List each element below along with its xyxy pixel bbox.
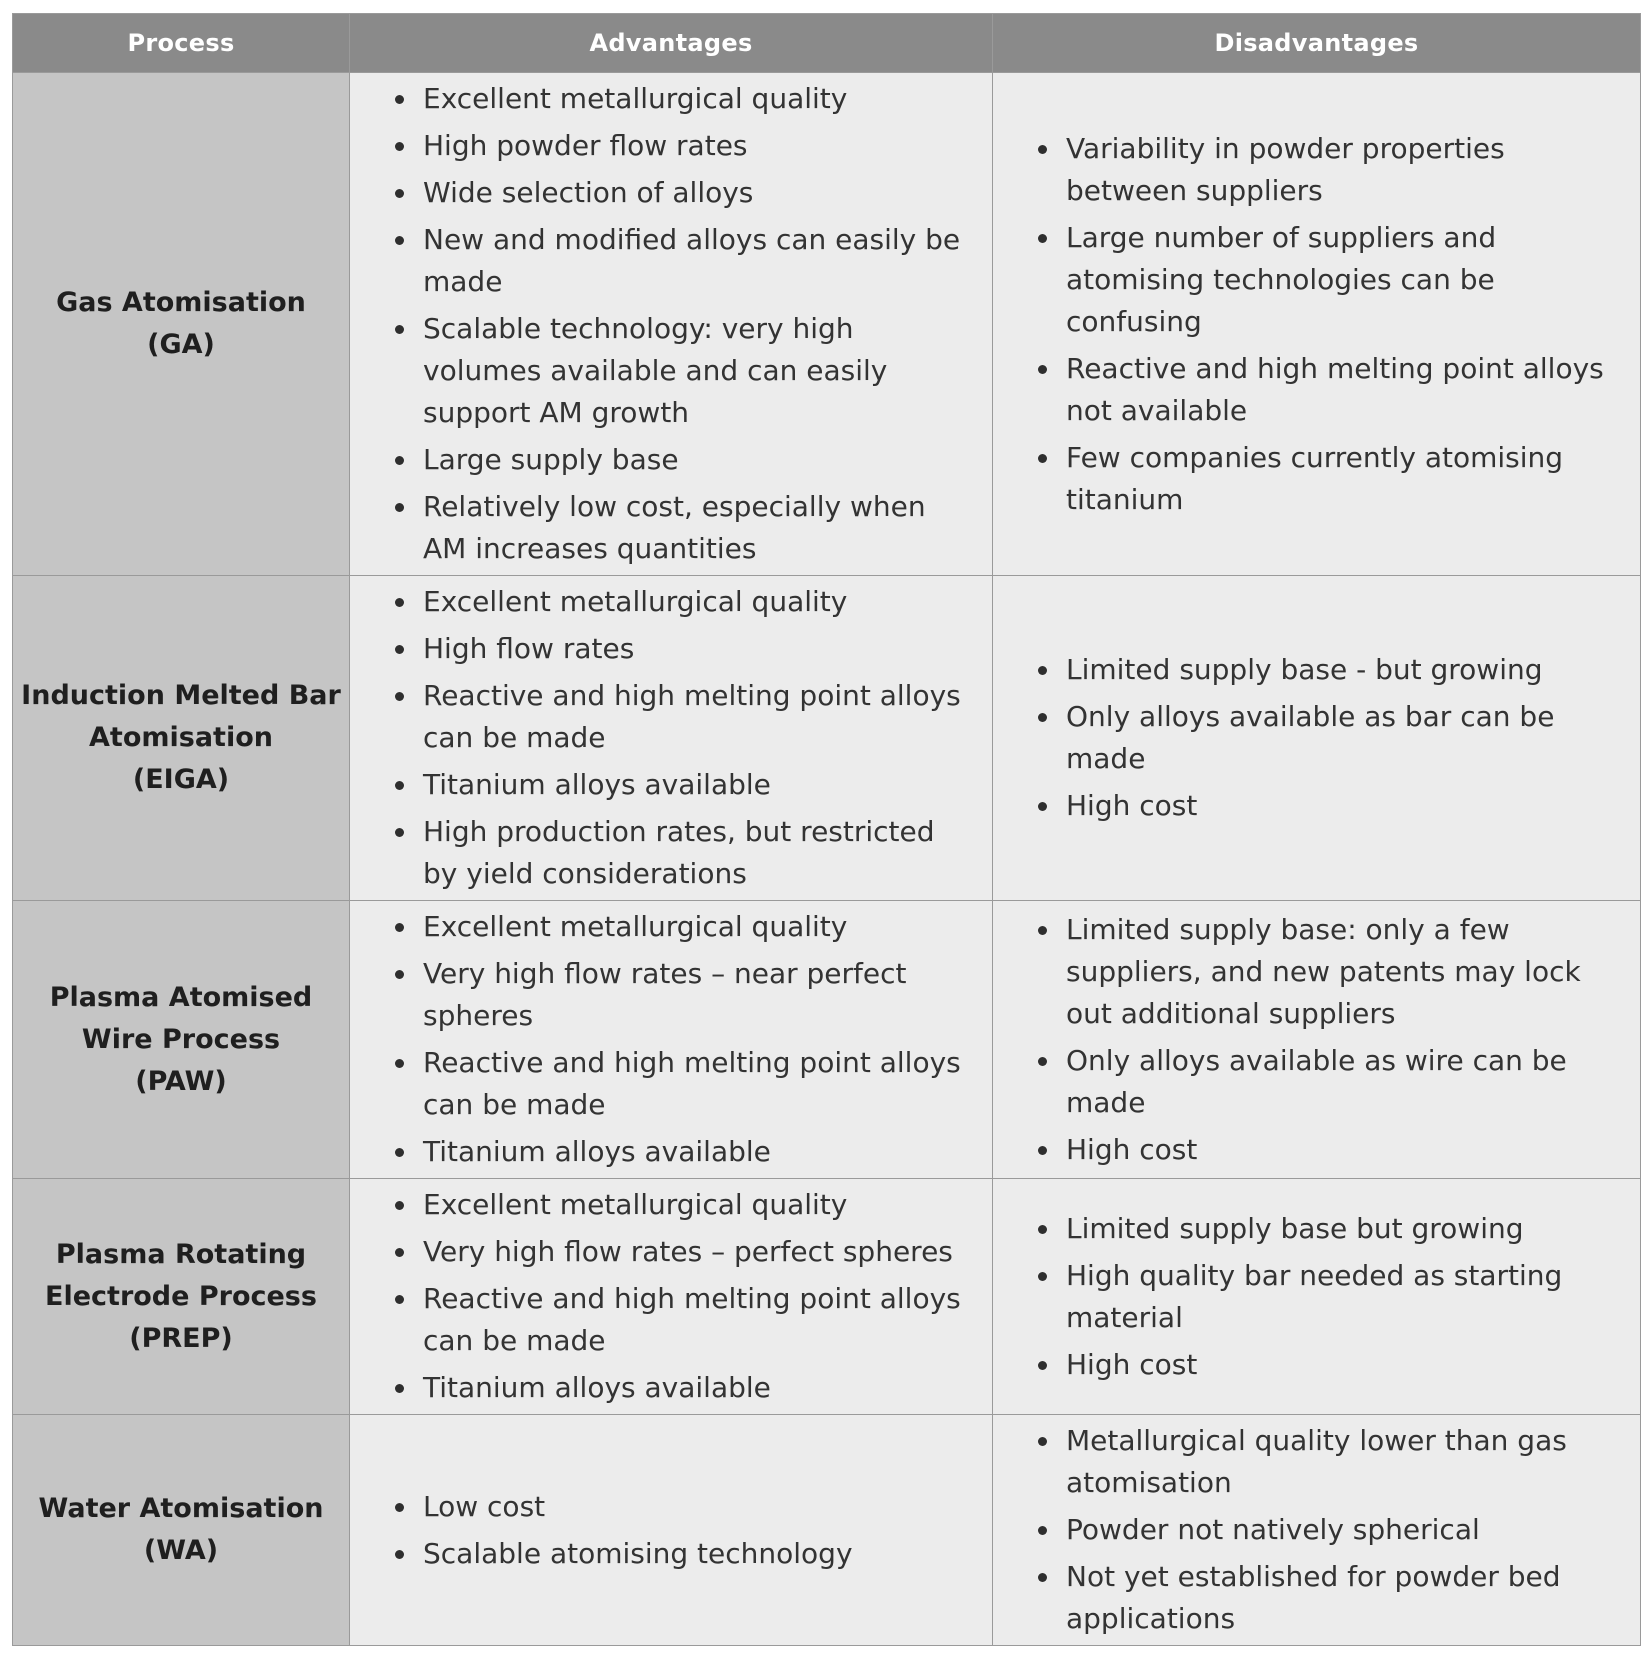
list-item: Wide selection of alloys [423, 172, 974, 214]
list-item: Scalable atomising technology [423, 1533, 974, 1575]
advantages-list [350, 581, 992, 895]
list-item: High flow rates [423, 628, 974, 670]
process-name-line: (PREP) [129, 1322, 233, 1354]
table-row [13, 1179, 1641, 1415]
list-item: Powder not natively spherical [1066, 1509, 1632, 1551]
disadvantages-list [993, 128, 1640, 521]
process-name-line: (EIGA) [132, 764, 230, 795]
list-item: Variability in powder properties between suppliers [1066, 128, 1632, 212]
process-name-line: (WA) [143, 1535, 219, 1566]
process-name-line: Induction Melted Bar [21, 680, 341, 711]
list-item: Reactive and high melting point alloys can be made [423, 675, 974, 759]
advantages-cell [350, 1179, 993, 1415]
disadvantages-list [993, 1420, 1640, 1640]
table-row [13, 576, 1641, 901]
process-cell [13, 1179, 350, 1415]
list-item: Titanium alloys available [423, 764, 974, 806]
list-item: High cost [1066, 1129, 1632, 1171]
process-name-line: (GA) [147, 329, 215, 360]
advantages-list [350, 1184, 992, 1409]
list-item: Excellent metallurgical quality [423, 78, 974, 120]
disadvantages-list [993, 909, 1640, 1171]
list-item: High production rates, but restricted by yield considerations [423, 811, 974, 895]
disadvantages-cell [993, 576, 1641, 901]
list-item: High powder flow rates [423, 125, 974, 167]
list-item: Relatively low cost, especially when AM increases quantities [423, 486, 974, 570]
list-item: Very high flow rates – near perfect spheres [423, 953, 974, 1037]
list-item: Limited supply base: only a few suppliers, and new patents may lock out additional suppliers [1066, 909, 1632, 1035]
table-row [13, 1415, 1641, 1646]
list-item: Large number of suppliers and atomising technologies can be confusing [1066, 217, 1632, 343]
list-item: Reactive and high melting point alloys can be made [423, 1278, 974, 1362]
process-name-line: Gas Atomisation [56, 287, 306, 318]
process-name-line: Plasma Atomised [49, 981, 313, 1013]
list-item: Not yet established for powder bed applications [1066, 1556, 1632, 1640]
process-comparison-table [12, 13, 1641, 1646]
advantages-list [350, 906, 992, 1173]
process-name-line: (PAW) [135, 1065, 227, 1097]
list-item: Reactive and high melting point alloys not available [1066, 348, 1632, 432]
list-item: Only alloys available as wire can be made [1066, 1040, 1632, 1124]
column-header-advantages: Advantages [350, 14, 993, 73]
process-cell [13, 576, 350, 901]
process-cell [13, 73, 350, 576]
process-cell [13, 901, 350, 1179]
process-name-line: Atomisation [89, 722, 273, 753]
list-item: Excellent metallurgical quality [423, 1184, 974, 1226]
list-item: Metallurgical quality lower than gas atomisation [1066, 1420, 1632, 1504]
list-item: Only alloys available as bar can be made [1066, 696, 1632, 780]
list-item: New and modified alloys can easily be made [423, 219, 974, 303]
disadvantages-cell [993, 1415, 1641, 1646]
disadvantages-list [993, 1208, 1640, 1386]
list-item: Very high flow rates – perfect spheres [423, 1231, 974, 1273]
disadvantages-cell [993, 73, 1641, 576]
advantages-cell [350, 1415, 993, 1646]
advantages-cell [350, 901, 993, 1179]
header-row [13, 14, 1641, 73]
advantages-list [350, 1486, 992, 1575]
process-name-line: Electrode Process [45, 1280, 317, 1312]
list-item: High cost [1066, 1344, 1632, 1386]
table-row [13, 73, 1641, 576]
table-row [13, 901, 1641, 1179]
column-header-process: Process [13, 14, 350, 73]
advantages-cell [350, 73, 993, 576]
process-cell [13, 1415, 350, 1646]
list-item: High quality bar needed as starting material [1066, 1255, 1632, 1339]
table-header [13, 14, 1641, 73]
list-item: High cost [1066, 785, 1632, 827]
process-name-line: Wire Process [81, 1023, 281, 1055]
process-name-line: Plasma Rotating [55, 1238, 307, 1270]
list-item: Low cost [423, 1486, 974, 1528]
process-name-line: Water Atomisation [38, 1493, 324, 1524]
list-item: Scalable technology: very high volumes available and can easily support AM growth [423, 308, 974, 434]
list-item: Few companies currently atomising titanium [1066, 437, 1632, 521]
list-item: Titanium alloys available [423, 1367, 974, 1409]
list-item: Large supply base [423, 439, 974, 481]
list-item: Excellent metallurgical quality [423, 581, 974, 623]
list-item: Limited supply base but growing [1066, 1208, 1632, 1250]
disadvantages-cell [993, 1179, 1641, 1415]
list-item: Excellent metallurgical quality [423, 906, 974, 948]
column-header-disadvantages: Disadvantages [993, 14, 1641, 73]
disadvantages-list [993, 649, 1640, 827]
disadvantages-cell [993, 901, 1641, 1179]
advantages-list [350, 78, 992, 570]
advantages-cell [350, 576, 993, 901]
list-item: Limited supply base - but growing [1066, 649, 1632, 691]
table-body [13, 73, 1641, 1646]
comparison-table-container [12, 13, 1640, 1646]
list-item: Titanium alloys available [423, 1131, 974, 1173]
list-item: Reactive and high melting point alloys can be made [423, 1042, 974, 1126]
